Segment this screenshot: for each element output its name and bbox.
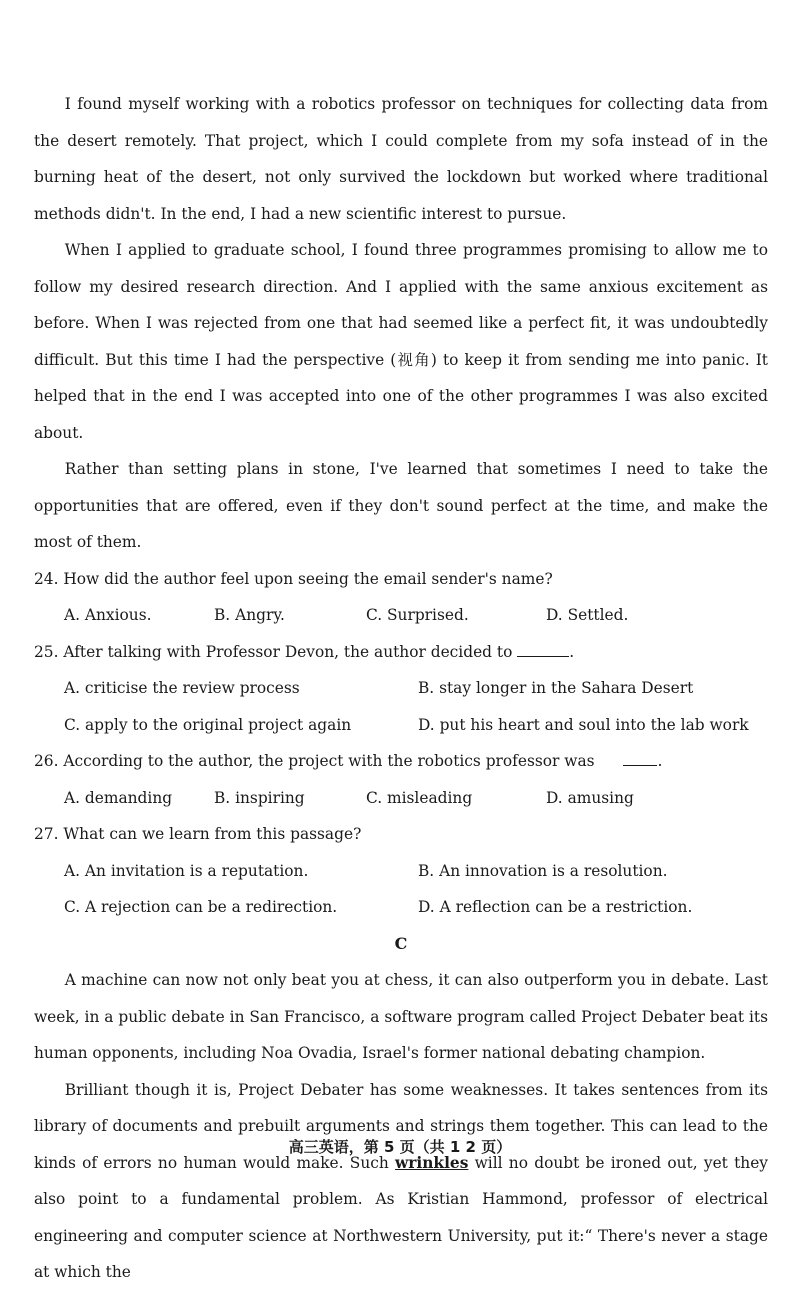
question-24 bbox=[34, 561, 768, 634]
question-25-options bbox=[34, 670, 768, 743]
question-27-option-b: B. An innovation is a resolution. bbox=[418, 861, 668, 880]
page-footer: 高三英语，第 5 页（共 1 2 页） bbox=[288, 1138, 512, 1156]
question-26-options bbox=[34, 780, 768, 817]
passage-c-label: C bbox=[394, 933, 408, 953]
question-24-stem: 24. How did the author feel upon seeing the email sender's name? bbox=[34, 569, 553, 588]
passage-c-paragraph-2-start: Brilliant though it is, Project Debater has some weaknesses. It takes sentences from its library of documents and prebuilt arguments and strings them together. This can lead to the kinds of errors no human would make. Such bbox=[34, 1080, 768, 1172]
question-26-stem-end: . bbox=[657, 752, 663, 770]
question-27-stem: 27. What can we learn from this passage? bbox=[34, 825, 362, 843]
question-24-option-d: D. Settled. bbox=[546, 606, 629, 624]
passage-c-paragraph-2-end: will no doubt be ironed out, yet they also point to a fundamental problem. As Kristian Hammond, professor of electrical engineering and computer science at Northwestern University, put it:“ There's never a stage at which the bbox=[34, 1153, 768, 1281]
answer-blank bbox=[623, 751, 657, 766]
question-25-option-b: B. stay longer in the Sahara Desert bbox=[418, 679, 694, 697]
passage-b-paragraph-1: I found myself working with a robotics professor on techniques for collecting data from the desert remotely. That project, which I could complete from my sofa instead of in the burning heat of the desert, not only survived the lockdown but worked where traditional methods didn't. In the end, I had a new scientific interest to pursue. bbox=[34, 95, 768, 223]
question-27 bbox=[34, 816, 768, 926]
question-25-option-a: A. criticise the review process bbox=[64, 679, 300, 697]
question-24-option-c: C. Surprised. bbox=[366, 606, 469, 624]
question-26 bbox=[34, 743, 768, 816]
question-24-options bbox=[34, 597, 768, 634]
question-26-option-c: C. misleading bbox=[366, 788, 473, 807]
question-27-option-c: C. A rejection can be a redirection. bbox=[64, 898, 338, 916]
question-27-option-d: D. A reflection can be a restriction. bbox=[418, 898, 693, 916]
answer-blank bbox=[517, 642, 569, 657]
question-24-option-b: B. Angry. bbox=[214, 606, 285, 624]
passage-c-paragraph-2 bbox=[34, 1072, 768, 1291]
underlined-keyword: wrinkles bbox=[395, 1153, 469, 1172]
question-24-option-a: A. Anxious. bbox=[64, 606, 152, 624]
passage-b-paragraph-2: When I applied to graduate school, I found three programmes promising to allow me to follow my desired research direction. And I applied with the same anxious excitement as before. When I was rejected from one that had seemed like a perfect fit, it was undoubtedly difficult. But this time I had the perspective (视角) to keep it from sending me into panic. It helped that in the end I was accepted into one of the other programmes I was also excited about. bbox=[34, 241, 768, 442]
question-25-stem: 25. After talking with Professor Devon, the author decided to bbox=[34, 642, 513, 661]
question-26-option-a: A. demanding bbox=[64, 788, 173, 807]
question-27-options bbox=[34, 853, 768, 926]
question-26-option-d: D. amusing bbox=[546, 788, 634, 807]
question-27-option-a: A. An invitation is a reputation. bbox=[64, 861, 309, 880]
question-26-option-b: B. inspiring bbox=[214, 788, 305, 807]
question-26-stem-line bbox=[34, 743, 768, 780]
question-25-stem-end: . bbox=[569, 642, 575, 661]
question-26-stem: 26. According to the author, the project with the robotics professor was bbox=[34, 752, 595, 770]
question-25 bbox=[34, 634, 768, 744]
question-25-option-c: C. apply to the original project again bbox=[64, 715, 352, 734]
passage-c-paragraph-1: A machine can now not only beat you at chess, it can also outperform you in debate. Last week, in a public debate in San Francisco, a software program called Project Debater beat its human opponents, including Noa Ovadia, Israel's former national debating champion. bbox=[34, 971, 768, 1062]
exam-page bbox=[34, 86, 768, 1291]
question-25-option-d: D. put his heart and soul into the lab work bbox=[418, 715, 749, 734]
question-25-stem-line bbox=[34, 634, 768, 671]
passage-b-paragraph-3: Rather than setting plans in stone, I've learned that sometimes I need to take the opportunities that are offered, even if they don't sound perfect at the time, and make the most of them. bbox=[34, 460, 768, 551]
